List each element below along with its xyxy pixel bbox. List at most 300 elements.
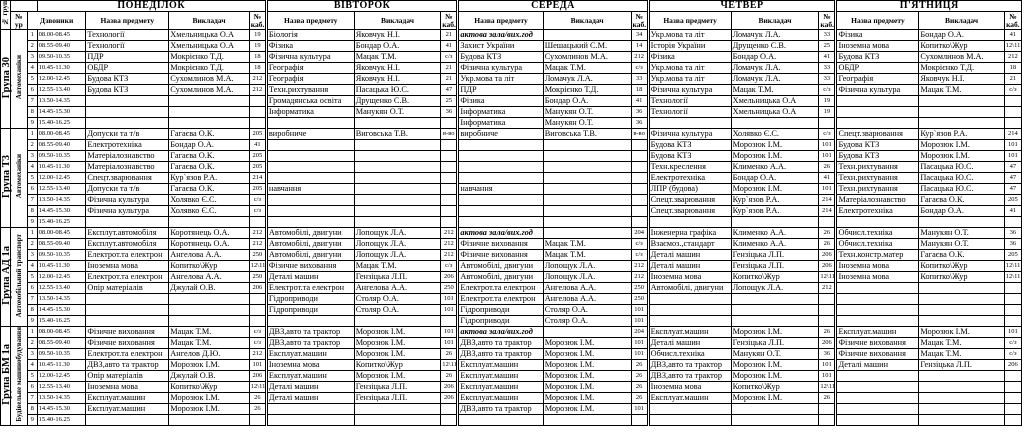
subject-cell: Допуски та т/в <box>86 129 169 140</box>
subject-cell: Деталі машин <box>836 360 919 371</box>
room-cell: 18 <box>249 63 266 74</box>
teacher-cell: Манукян О.Т. <box>919 239 1004 250</box>
teacher-cell: Пасацька Ю.С. <box>919 162 1004 173</box>
teacher-cell: Ангелова А.А. <box>543 283 631 294</box>
room-cell: 101 <box>631 338 648 349</box>
lesson-time: 14.45-15.30 <box>37 305 86 316</box>
teacher-cell <box>919 305 1004 316</box>
teacher-cell: Морозюк І.М. <box>731 151 819 162</box>
room-cell: 101 <box>441 327 458 338</box>
teacher-cell <box>731 294 819 305</box>
room-cell <box>631 173 648 184</box>
teacher-cell: Гагаєва О.К. <box>919 250 1004 261</box>
subject-cell <box>266 118 354 129</box>
lesson-time: 14.45-15.30 <box>37 404 86 415</box>
group-name: Група Т3 <box>1 154 12 199</box>
subject-cell: Експлуат.машин <box>648 327 731 338</box>
teacher-cell: Сухомлинов М.А. <box>919 52 1004 63</box>
subject-cell <box>458 151 543 162</box>
subject-cell: ДВЗ,авто та трактор <box>648 371 731 382</box>
subject-cell <box>836 371 919 382</box>
lesson-time: 13.50-14.35 <box>37 393 86 404</box>
teacher-cell: Столяр О.А. <box>543 316 631 327</box>
subject-cell: Опір матеріалів <box>86 371 169 382</box>
room-cell: 206 <box>1004 360 1021 371</box>
room-cell <box>1004 294 1021 305</box>
room-cell: с/з <box>249 195 266 206</box>
subject-cell: Будова КТЗ <box>648 140 731 151</box>
room-cell: 26 <box>441 349 458 360</box>
room-cell: с/з <box>441 261 458 272</box>
teacher-cell: Гагаєва О.К. <box>169 184 250 195</box>
lesson-number: 8 <box>27 107 37 118</box>
teacher-cell <box>919 382 1004 393</box>
schedule-row <box>1 239 1022 250</box>
teacher-cell: Манукян О.Т. <box>731 349 819 360</box>
room-cell: 206 <box>819 250 836 261</box>
lesson-time: 12.55-13.40 <box>37 283 86 294</box>
teacher-cell: Лопощук Л.А. <box>543 272 631 283</box>
room-cell <box>441 195 458 206</box>
teacher-cell: Мацак Т.М. <box>919 349 1004 360</box>
room-cell <box>249 217 266 228</box>
lesson-number: 3 <box>27 52 37 63</box>
subject-cell <box>266 151 354 162</box>
teacher-cell <box>543 140 631 151</box>
room-header: № каб. <box>442 11 456 29</box>
teacher-cell: Сухомлинов М.А. <box>169 85 250 96</box>
room-cell: 19 <box>819 96 836 107</box>
subject-cell: Інформатика <box>458 107 543 118</box>
subject-cell: Електрот.та електрон <box>458 294 543 305</box>
subject-cell: Фізичне виховання <box>266 261 354 272</box>
subject-cell: Іноземна мова <box>836 272 919 283</box>
teacher-cell: Бондар О.А. <box>169 140 250 151</box>
subject-cell: Технології <box>648 96 731 107</box>
lesson-number: 3 <box>27 250 37 261</box>
room-cell: 19 <box>819 107 836 118</box>
lesson-number: 9 <box>27 316 37 327</box>
room-cell <box>249 96 266 107</box>
room-cell <box>441 184 458 195</box>
teacher-cell <box>731 316 819 327</box>
teacher-cell <box>731 305 819 316</box>
room-cell <box>441 118 458 129</box>
subject-cell: Інженерна графіка <box>648 228 731 239</box>
room-cell: 214 <box>1004 129 1021 140</box>
subject-cell: Іноземна мова <box>836 261 919 272</box>
subject-cell <box>266 316 354 327</box>
teacher-cell: Мацак Т.М. <box>354 52 441 63</box>
teacher-cell: Морозюк І.М. <box>354 327 441 338</box>
day-header-tuesday: ВІВТОРОК <box>266 1 457 12</box>
subject-cell <box>648 217 731 228</box>
room-cell <box>1004 404 1021 415</box>
teacher-cell <box>919 316 1004 327</box>
room-cell <box>819 305 836 316</box>
teacher-cell: Морозюк І.М. <box>354 371 441 382</box>
teacher-cell <box>731 415 819 426</box>
room-cell: 101 <box>631 404 648 415</box>
lesson-number: 5 <box>27 371 37 382</box>
subject-cell <box>836 107 919 118</box>
room-cell: 21 <box>441 30 458 41</box>
teacher-cell <box>543 415 631 426</box>
lesson-number: 6 <box>27 85 37 96</box>
subject-cell: Техн.рихтування <box>836 184 919 195</box>
teacher-cell: Ломачук Л.А. <box>731 30 819 41</box>
room-cell: 47 <box>1004 173 1021 184</box>
room-cell: 101 <box>631 316 648 327</box>
subject-cell: Технології <box>648 107 731 118</box>
room-cell: 101 <box>819 151 836 162</box>
room-header: № каб. <box>250 11 265 29</box>
teacher-cell: Бондар О.А. <box>731 173 819 184</box>
subject-cell: Фізичне виховання <box>458 250 543 261</box>
group-cell <box>1 228 11 327</box>
teacher-cell <box>169 107 250 118</box>
room-cell: 26 <box>819 393 836 404</box>
room-cell: 41 <box>441 41 458 52</box>
subject-cell: актова зала/вих.год <box>458 30 543 41</box>
subject-cell: Електрот.та електрон <box>86 272 169 283</box>
lesson-time: 09.50-10.35 <box>37 52 86 63</box>
teacher-cell <box>543 173 631 184</box>
lesson-time: 13.50-14.35 <box>37 96 86 107</box>
header-spacer <box>10 1 37 12</box>
subject-cell <box>86 294 169 305</box>
lesson-number: 2 <box>27 338 37 349</box>
schedule-row <box>1 415 1022 426</box>
subject-cell: Електротехніка <box>648 173 731 184</box>
schedule-row <box>1 305 1022 316</box>
room-cell: 18 <box>631 85 648 96</box>
schedule-row <box>1 393 1022 404</box>
schedule-row <box>1 129 1022 140</box>
lesson-number: 6 <box>27 184 37 195</box>
subject-cell: Фізична культура <box>836 85 919 96</box>
room-cell: 18 <box>249 52 266 63</box>
room-cell: 212 <box>441 228 458 239</box>
subject-cell: Фізична культура <box>648 85 731 96</box>
teacher-cell: Гагаєва О.К. <box>919 195 1004 206</box>
teacher-cell <box>354 151 441 162</box>
subject-cell: Іноземна мова <box>648 272 731 283</box>
subject-cell: Фізика <box>836 30 919 41</box>
teacher-cell <box>354 404 441 415</box>
teacher-cell: Кур`язов Р.А. <box>169 173 250 184</box>
room-cell: 205 <box>249 184 266 195</box>
room-cell: 101 <box>819 140 836 151</box>
teacher-cell: Гагаєва О.К. <box>169 162 250 173</box>
room-cell: 206 <box>249 371 266 382</box>
teacher-header: Викладач <box>543 12 631 30</box>
teacher-cell: Гензіцька Л.П. <box>731 261 819 272</box>
room-cell: 12\11 <box>249 382 266 393</box>
subject-cell: Обчисл.техніка <box>836 228 919 239</box>
schedule-row <box>1 74 1022 85</box>
subject-cell: Географія <box>266 63 354 74</box>
teacher-cell: Манукян О.Т. <box>354 107 441 118</box>
teacher-cell: Мокрієнко Т.Д. <box>543 85 631 96</box>
room-cell: 212 <box>631 52 648 63</box>
subject-cell: Фізична культура <box>458 63 543 74</box>
subject-cell: Експлут.автомобіля <box>86 239 169 250</box>
subject-cell: Спецт.зварювання <box>836 129 919 140</box>
subject-cell <box>648 316 731 327</box>
room-cell: 47 <box>441 85 458 96</box>
teacher-cell: Столяр О.А. <box>543 305 631 316</box>
teacher-cell <box>731 217 819 228</box>
room-cell: 101 <box>441 294 458 305</box>
lesson-time: 09.50-10.35 <box>37 250 86 261</box>
room-cell: 26 <box>819 162 836 173</box>
subject-cell: Фізика <box>648 52 731 63</box>
room-cell: с/з <box>249 327 266 338</box>
lesson-number: 2 <box>27 41 37 52</box>
schedule-row <box>1 382 1022 393</box>
lesson-number: 1 <box>27 129 37 140</box>
room-cell: 12\11 <box>819 382 836 393</box>
bells-header: Дзвоники <box>27 12 86 30</box>
room-cell: 204 <box>631 228 648 239</box>
room-cell: 101 <box>631 349 648 360</box>
room-cell: с/з <box>631 63 648 74</box>
subject-cell <box>86 107 169 118</box>
subject-cell: ЛПР (будова) <box>648 184 731 195</box>
subject-cell: Техн.констр.матер <box>836 250 919 261</box>
subject-cell: ДВЗ,авто та трактор <box>648 360 731 371</box>
subject-cell: Фізична культура <box>86 195 169 206</box>
teacher-cell: Ломачук Л.А. <box>731 74 819 85</box>
subject-cell: Інформатика <box>266 107 354 118</box>
room-cell <box>1004 415 1021 426</box>
schedule-row <box>1 96 1022 107</box>
lesson-time: 13.50-14.35 <box>37 195 86 206</box>
room-cell: с/з <box>249 338 266 349</box>
lesson-number: 9 <box>27 415 37 426</box>
teacher-cell: Гензіцька Л.П. <box>354 272 441 283</box>
room-cell <box>819 294 836 305</box>
subject-cell: Укр.мова та літ <box>648 63 731 74</box>
teacher-cell <box>354 173 441 184</box>
room-cell: 26 <box>631 371 648 382</box>
lesson-time: 12.00-12.45 <box>37 173 86 184</box>
subject-cell <box>266 162 354 173</box>
subject-header: Назва предмету <box>648 12 731 30</box>
lesson-number: 7 <box>27 393 37 404</box>
teacher-cell: Ангелов Д.Ю. <box>169 349 250 360</box>
teacher-cell <box>169 118 250 129</box>
subject-cell: Автомобілі, двигуни <box>458 261 543 272</box>
room-cell: с/з <box>249 206 266 217</box>
room-cell <box>249 294 266 305</box>
teacher-cell: Клименко А.А. <box>731 228 819 239</box>
subject-cell: Експлуат.машин <box>458 360 543 371</box>
teacher-cell: Гагаєва О.К. <box>169 151 250 162</box>
schedule-row <box>1 140 1022 151</box>
subject-cell: актова зала/вих.год <box>458 327 543 338</box>
schedule-row <box>1 228 1022 239</box>
subject-cell <box>458 206 543 217</box>
subject-cell: Фізична культура <box>266 52 354 63</box>
teacher-cell: Столяр О.А. <box>354 305 441 316</box>
schedule-row <box>1 52 1022 63</box>
subject-header: Назва предмету <box>836 12 919 30</box>
subject-cell: виробниче <box>266 129 354 140</box>
teacher-cell: Морозюк І.М. <box>543 338 631 349</box>
group-cell <box>1 30 11 129</box>
subject-cell: Іноземна мова <box>266 360 354 371</box>
room-cell: 101 <box>441 338 458 349</box>
subject-cell: ДВЗ,авто та трактор <box>458 349 543 360</box>
teacher-cell <box>731 404 819 415</box>
teacher-cell <box>169 294 250 305</box>
schedule-row <box>1 184 1022 195</box>
lesson-number: 5 <box>27 74 37 85</box>
subject-cell <box>266 195 354 206</box>
teacher-cell: Морозюк І.М. <box>543 349 631 360</box>
teacher-cell <box>919 283 1004 294</box>
teacher-cell <box>354 316 441 327</box>
subject-cell <box>86 96 169 107</box>
lesson-number: 3 <box>27 349 37 360</box>
teacher-cell <box>543 162 631 173</box>
room-cell: 206 <box>249 283 266 294</box>
teacher-cell: Холявко Є.С. <box>169 195 250 206</box>
teacher-cell: Виговська Т.В. <box>354 129 441 140</box>
subject-cell: Експлуат.машин <box>836 327 919 338</box>
teacher-cell <box>919 96 1004 107</box>
subject-cell: Деталі машин <box>648 338 731 349</box>
subject-cell: Іноземна мова <box>86 382 169 393</box>
schedule-row <box>1 250 1022 261</box>
teacher-cell: Пасацька Ю.С. <box>919 173 1004 184</box>
room-cell: 36 <box>1004 239 1021 250</box>
schedule-row <box>1 217 1022 228</box>
teacher-cell: Мокрієнко Т.Д. <box>169 63 250 74</box>
subject-cell: Електрот.та електрон <box>266 283 354 294</box>
room-cell: 101 <box>819 184 836 195</box>
group-specialty: Автомобільний транспорт <box>14 233 23 318</box>
teacher-cell <box>169 217 250 228</box>
subject-cell: Експлуат.машин <box>266 371 354 382</box>
teacher-cell: Мацак Т.М. <box>919 338 1004 349</box>
room-cell: 101 <box>1004 140 1021 151</box>
room-cell: 34 <box>631 30 648 41</box>
subject-cell: Спецт.зварювання <box>648 195 731 206</box>
subject-cell <box>458 173 543 184</box>
room-cell <box>631 217 648 228</box>
schedule-row <box>1 272 1022 283</box>
teacher-cell <box>919 371 1004 382</box>
teacher-cell: Копитко\Жур <box>731 272 819 283</box>
room-cell <box>631 195 648 206</box>
lesson-time: 15.40-16.25 <box>37 217 86 228</box>
day-header-thursday: ЧЕТВЕР <box>648 1 836 12</box>
teacher-cell: Копитко\Жур <box>919 261 1004 272</box>
room-cell: 41 <box>249 140 266 151</box>
room-cell: с/з <box>819 129 836 140</box>
room-cell: с/з <box>631 239 648 250</box>
teacher-cell: Сухомлинов М.А. <box>543 52 631 63</box>
subject-cell <box>836 404 919 415</box>
lesson-time: 09.50-10.35 <box>37 349 86 360</box>
subject-cell: Іноземна мова <box>648 382 731 393</box>
room-cell <box>441 151 458 162</box>
subject-cell <box>458 140 543 151</box>
room-cell: в-во <box>441 129 458 140</box>
teacher-cell: Морозюк І.М. <box>543 382 631 393</box>
subject-cell: Матеріалознавство <box>86 162 169 173</box>
room-cell: 212 <box>441 250 458 261</box>
lesson-number: 1 <box>27 228 37 239</box>
schedule-row <box>1 206 1022 217</box>
teacher-cell: Копитко\Жур <box>169 261 250 272</box>
teacher-cell: Манукян О.Т. <box>543 118 631 129</box>
subject-cell: навчання <box>266 184 354 195</box>
schedule-row <box>1 195 1022 206</box>
room-cell <box>441 415 458 426</box>
subject-cell <box>648 404 731 415</box>
lesson-time: 13.50-14.35 <box>37 294 86 305</box>
teacher-cell: Лопощук Л.А. <box>543 261 631 272</box>
subject-cell: Технології <box>86 41 169 52</box>
teacher-cell: Столяр О.А. <box>354 294 441 305</box>
room-cell: 205 <box>249 151 266 162</box>
room-cell <box>819 404 836 415</box>
teacher-cell: Мацак Т.М. <box>169 338 250 349</box>
lesson-time: 10.45-11.30 <box>37 360 86 371</box>
teacher-cell <box>543 217 631 228</box>
teacher-cell: Морозюк І.М. <box>543 404 631 415</box>
schedule-row <box>1 404 1022 415</box>
schedule-row <box>1 294 1022 305</box>
room-cell: 250 <box>631 294 648 305</box>
teacher-cell: Морозюк І.М. <box>543 393 631 404</box>
room-cell: 26 <box>631 393 648 404</box>
subject-cell: Деталі машин <box>266 272 354 283</box>
subject-cell: Експлут.автомобіля <box>86 228 169 239</box>
teacher-header: Викладач <box>354 12 441 30</box>
teacher-cell: Морозюк І.М. <box>731 140 819 151</box>
room-cell: 250 <box>631 283 648 294</box>
teacher-cell: Бондар О.А. <box>919 206 1004 217</box>
teacher-cell: Морозюк І.М. <box>731 393 819 404</box>
lesson-time: 10.45-11.30 <box>37 261 86 272</box>
teacher-cell: Гензіцька Л.П. <box>354 393 441 404</box>
subject-cell: Допуски та т/в <box>86 184 169 195</box>
room-cell: 47 <box>1004 184 1021 195</box>
lesson-time: 12.00-12.45 <box>37 371 86 382</box>
teacher-cell: Бондар О.А. <box>543 96 631 107</box>
room-cell: 26 <box>819 327 836 338</box>
subject-cell <box>458 162 543 173</box>
room-cell: 212 <box>249 239 266 250</box>
subject-cell: актова зала/вих.год <box>458 228 543 239</box>
lesson-number: 7 <box>27 96 37 107</box>
teacher-cell: Ломачук Л.А. <box>543 74 631 85</box>
lesson-time: 08.55-09.40 <box>37 338 86 349</box>
room-cell <box>441 404 458 415</box>
teacher-cell <box>169 316 250 327</box>
schedule-row <box>1 327 1022 338</box>
group-name: Група 30 <box>1 56 12 99</box>
room-cell: 101 <box>1004 327 1021 338</box>
teacher-cell: Гензіцька Л.П. <box>731 250 819 261</box>
subject-cell: ДВЗ,авто та трактор <box>458 404 543 415</box>
teacher-cell: Морозюк І.М. <box>354 338 441 349</box>
